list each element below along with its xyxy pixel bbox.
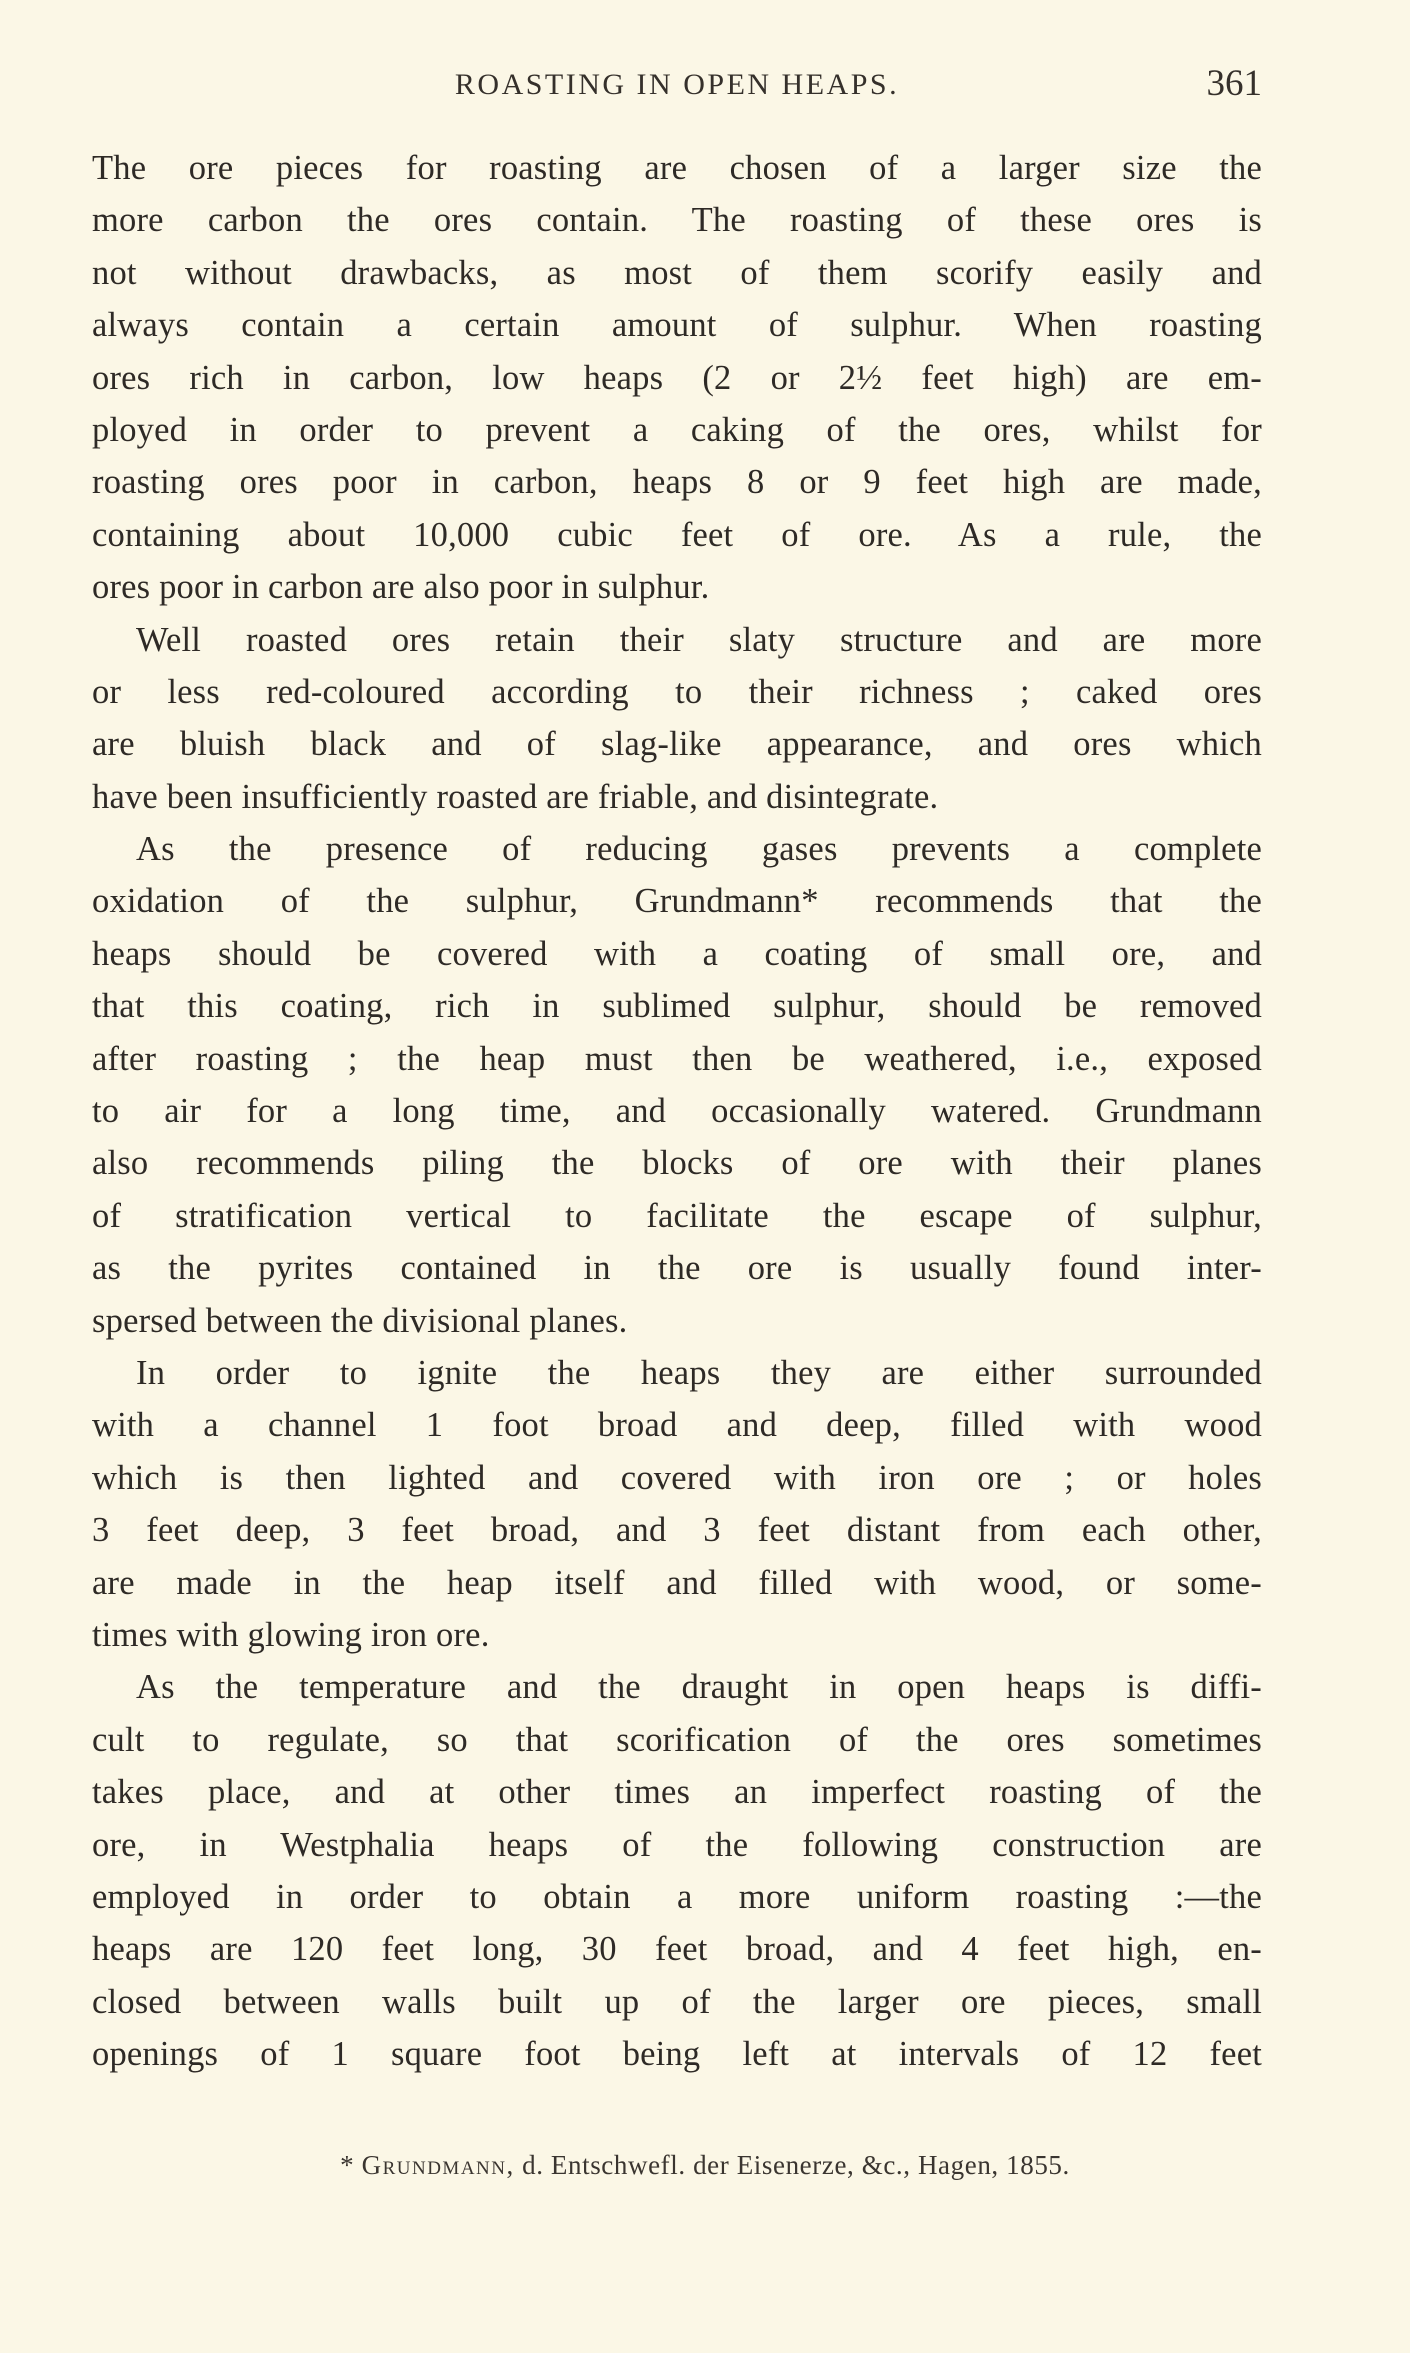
- text-line: ore, in Westphalia heaps of the following construction are: [92, 1825, 1262, 1864]
- text-line: or less red-coloured according to their richness ; caked ores: [92, 672, 1262, 711]
- text-line: are bluish black and of slag-like appearance, and ores which: [92, 725, 1262, 764]
- text-line: times with glowing iron ore.: [92, 1615, 490, 1654]
- text-line: also recommends piling the blocks of ore with their planes: [92, 1144, 1262, 1183]
- text-line: more carbon the ores contain. The roasting of these ores is: [92, 201, 1262, 240]
- paragraph: [92, 823, 1262, 1347]
- paragraph: [92, 142, 1262, 614]
- footnote-author: Grundmann,: [361, 2150, 515, 2180]
- text-line: ores poor in carbon are also poor in sulphur.: [92, 568, 710, 607]
- text-line: 3 feet deep, 3 feet broad, and 3 feet distant from each other,: [92, 1511, 1262, 1550]
- text-line: as the pyrites contained in the ore is usually found inter-: [92, 1249, 1262, 1288]
- text-line: heaps should be covered with a coating of small ore, and: [92, 934, 1262, 973]
- paragraph: [92, 614, 1262, 824]
- text-line: to air for a long time, and occasionally watered. Grundmann: [92, 1092, 1262, 1131]
- text-line: openings of 1 square foot being left at intervals of 12 feet: [92, 2035, 1262, 2074]
- text-line: closed between walls built up of the larger ore pieces, small: [92, 1982, 1262, 2021]
- text-line: ores rich in carbon, low heaps (2 or 2½ feet high) are em-: [92, 358, 1262, 397]
- text-line: cult to regulate, so that scorification of the ores sometimes: [92, 1720, 1262, 1759]
- text-line: heaps are 120 feet long, 30 feet broad, and 4 feet high, en-: [92, 1930, 1262, 1969]
- text-line: of stratification vertical to facilitate the escape of sulphur,: [92, 1196, 1262, 1235]
- paragraph: [92, 1661, 1262, 2080]
- text-line: after roasting ; the heap must then be weathered, i.e., exposed: [92, 1039, 1262, 1078]
- running-head: [92, 62, 1262, 112]
- page-number: 361: [1206, 63, 1262, 104]
- text-line: have been insufficiently roasted are friable, and disintegrate.: [92, 777, 939, 816]
- text-line: As the temperature and the draught in open heaps is diffi-: [136, 1668, 1262, 1707]
- text-line: always contain a certain amount of sulphur. When roasting: [92, 306, 1262, 345]
- footnote: [0, 2150, 1410, 2181]
- text-line: ployed in order to prevent a caking of the ores, whilst for: [92, 410, 1262, 449]
- text-line: Well roasted ores retain their slaty structure and are more: [136, 620, 1262, 659]
- text-line: In order to ignite the heaps they are either surrounded: [136, 1353, 1262, 1392]
- text-line: not without drawbacks, as most of them scorify easily and: [92, 253, 1262, 292]
- body-text: [92, 142, 1262, 2080]
- text-line: oxidation of the sulphur, Grundmann* recommends that the: [92, 882, 1262, 921]
- text-line: containing about 10,000 cubic feet of ore. As a rule, the: [92, 515, 1262, 554]
- text-line: spersed between the divisional planes.: [92, 1301, 628, 1340]
- text-line: employed in order to obtain a more uniform roasting :—the: [92, 1877, 1262, 1916]
- footnote-text: d. Entschwefl. der Eisenerze, &c., Hagen, 1855.: [522, 2150, 1070, 2180]
- text-line: takes place, and at other times an imperfect roasting of the: [92, 1773, 1262, 1812]
- text-line: The ore pieces for roasting are chosen of a larger size the: [92, 149, 1262, 187]
- text-line: that this coating, rich in sublimed sulphur, should be removed: [92, 987, 1262, 1026]
- text-line: roasting ores poor in carbon, heaps 8 or 9 feet high are made,: [92, 463, 1262, 502]
- text-line: As the presence of reducing gases prevents a complete: [136, 830, 1262, 869]
- text-line: which is then lighted and covered with iron ore ; or holes: [92, 1458, 1262, 1497]
- text-line: are made in the heap itself and filled with wood, or some-: [92, 1563, 1262, 1602]
- running-title: ROASTING IN OPEN HEAPS.: [454, 68, 900, 101]
- footnote-marker: *: [340, 2150, 355, 2180]
- paragraph: [92, 1347, 1262, 1661]
- text-line: with a channel 1 foot broad and deep, filled with wood: [92, 1406, 1262, 1445]
